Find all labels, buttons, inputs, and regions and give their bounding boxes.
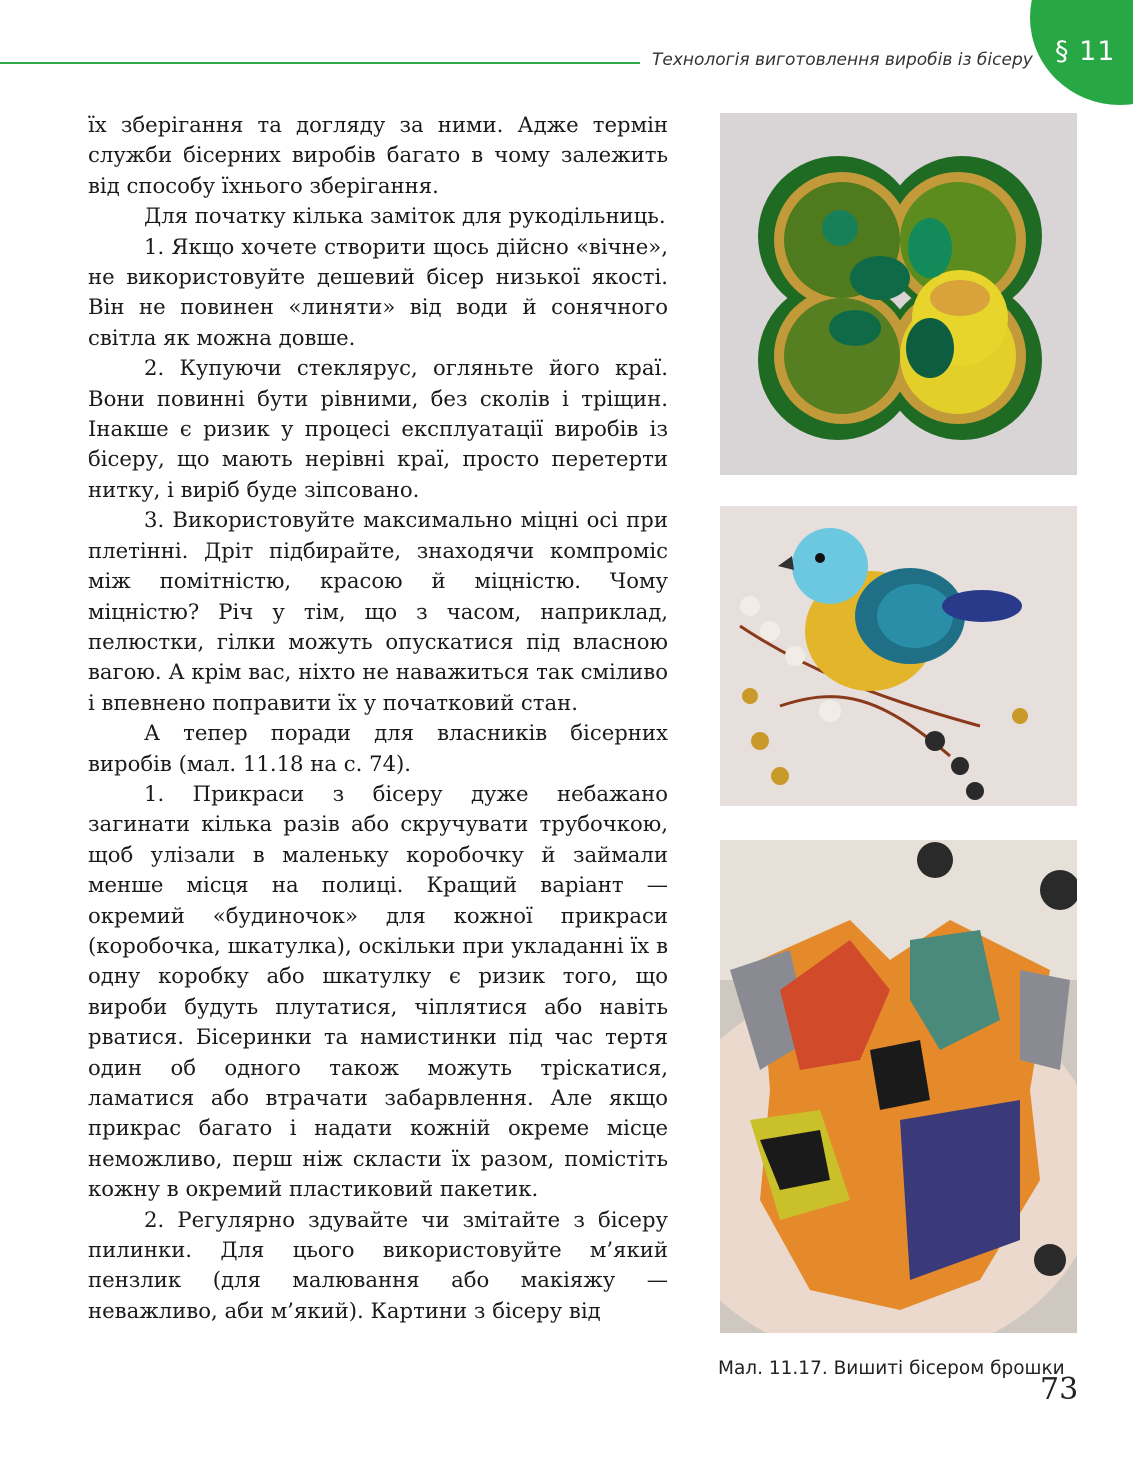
photo-bird-brooch: [720, 506, 1077, 806]
page-number: 73: [1040, 1372, 1079, 1407]
paragraph: їх зберігання та догляду за ними. Адже термін служби бісерних виробів багато в чому залежить від способу їхнього зберігання.: [88, 112, 668, 198]
header-rule: [0, 62, 640, 64]
figure-caption: Мал. 11.17. Вишиті бісером брошки: [718, 1358, 1065, 1379]
running-header-title: Технологія виготовлення виробів із бісеру: [652, 50, 1033, 70]
paragraph: 2. Регулярно здувайте чи змітайте з бісеру пилинки. Для цього використовуйте м’який пензлик (для малювання або макіяжу — неважливо, аби м’який). Картини з бісеру від: [88, 1206, 668, 1323]
section-number: § 11: [1055, 36, 1116, 67]
paragraph: А тепер поради для власників бісерних виробів (мал. 11.18 на с. 74).: [88, 720, 668, 776]
paragraph: 1. Прикраси з бісеру дуже небажано загинати кілька разів або скручувати трубочкою, щоб улізали в маленьку коробочку й займали менше місця на полиці. Кращий варіант — окремий «будиночок» для кожної прикраси (коробочка, шкатулка), оскільки при укладанні їх в одну коробку або шкатулку є ризик того, що вироби будуть плутатися, чіплятися або навіть рватися. Бісеринки та намистинки під час тертя один об одного також можуть тріскатися, ламатися або втрачати забарвлення. Але якщо прикрас багато і надати кожній окреме місце неможливо, перш ніж скласти їх разом, помістіть кожну в окремий пластиковий пакетик.: [88, 780, 668, 1202]
photo-hand-brooch: [720, 840, 1077, 1333]
photo-clover-brooch: [720, 113, 1077, 475]
body-text: [88, 110, 668, 1326]
paragraph: 1. Якщо хочете створити щось дійсно «вічне», не використовуйте дешевий бісер низької якості. Він не повинен «линяти» від води й сонячного світла як можна довше.: [88, 233, 668, 350]
paragraph: 3. Використовуйте максимально міцні осі при плетінні. Дріт підбирайте, знаходячи компроміс між помітністю, красою й міцністю. Чому міцністю? Річ у тім, що з часом, наприклад, пелюстки, гілки можуть опускатися під власною вагою. А крім вас, ніхто не наважиться так сміливо і впевнено поправити їх у початковий стан.: [88, 507, 668, 715]
paragraph: Для початку кілька заміток для рукодільниць.: [144, 203, 666, 229]
paragraph: 2. Купуючи стеклярус, огляньте його краї. Вони повинні бути рівними, без сколів і тріщин. Інакше є ризик у процесі експлуатації виробів із бісеру, що мають нерівні краї, просто перетерти нитку, і виріб буде зіпсовано.: [88, 355, 668, 502]
